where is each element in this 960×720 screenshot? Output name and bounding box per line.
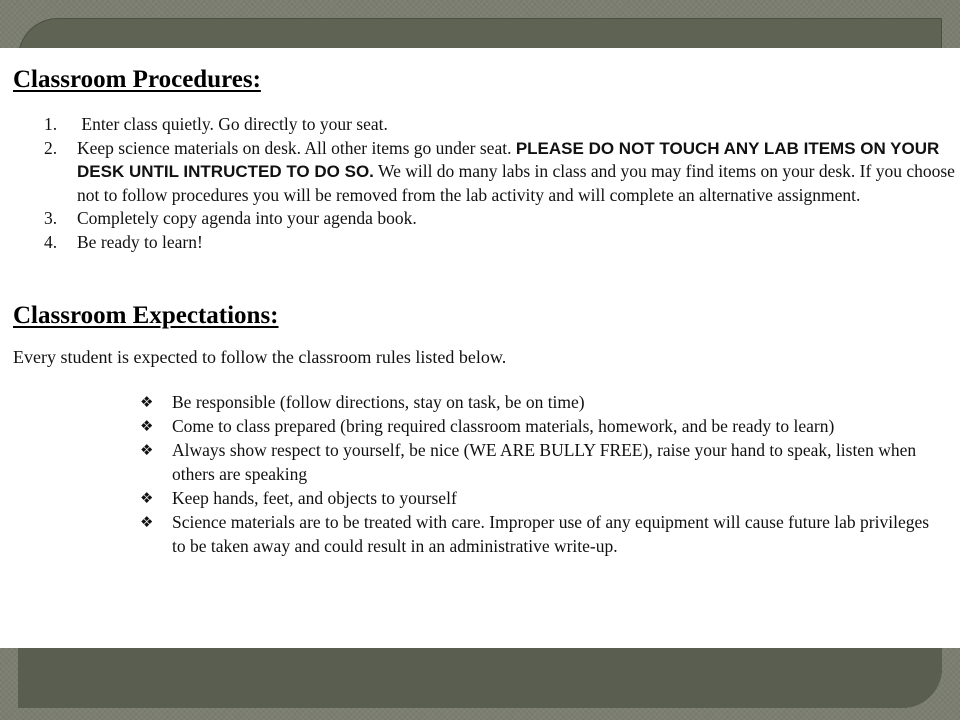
- diamond-bullet-icon: ❖: [140, 417, 154, 435]
- procedure-item: [44, 113, 956, 137]
- procedure-text: Be ready to learn!: [77, 231, 203, 252]
- diamond-bullet-icon: ❖: [140, 393, 154, 411]
- procedure-number: 3.: [44, 208, 58, 228]
- procedure-text-part: Keep science materials on desk. All other items go under seat.: [77, 137, 516, 158]
- rule-text: Science materials are to be treated with care. Improper use of any equipment will cause future lab privileges to be taken away and could result in an administrative write-up.: [172, 512, 930, 556]
- rule-item: [140, 510, 930, 558]
- procedure-item: [44, 231, 956, 255]
- procedures-list: [44, 113, 956, 254]
- rule-text: Come to class prepared (bring required classroom materials, homework, and be ready to learn): [172, 416, 835, 436]
- slide-frame-bottom: [18, 648, 942, 708]
- rule-item: [140, 414, 930, 438]
- diamond-bullet-icon: ❖: [140, 513, 154, 531]
- rule-text: Always show respect to yourself, be nice (WE ARE BULLY FREE), raise your hand to speak, listen when others are speaking: [172, 440, 917, 484]
- diamond-bullet-icon: ❖: [140, 441, 154, 459]
- rule-item: [140, 438, 930, 486]
- procedure-number: 4.: [44, 231, 58, 252]
- expectations-heading: Classroom Expectations:: [13, 302, 279, 329]
- document-sheet: [0, 48, 960, 648]
- rule-item: [140, 486, 930, 510]
- procedure-number: 1.: [44, 114, 58, 134]
- procedures-heading: Classroom Procedures:: [13, 66, 261, 93]
- procedure-text: [77, 137, 956, 208]
- procedure-item: [44, 137, 956, 208]
- rule-text: Be responsible (follow directions, stay on task, be on time): [172, 392, 585, 412]
- procedure-item: [44, 207, 956, 231]
- procedure-warning: PLEASE DO NOT TOUCH ANY LAB ITEMS ON YOUR DESK UNTIL INTRUCTED TO DO SO.: [77, 138, 940, 181]
- procedure-text: Enter class quietly. Go directly to your seat.: [77, 114, 388, 134]
- rule-item: [140, 390, 930, 414]
- procedure-text-part: We will do many labs in class and you may find items on your desk. If you choose not to follow procedures you will be removed from the lab activity and will complete an alternative assignment.: [77, 161, 955, 205]
- procedure-number: 2.: [44, 137, 58, 158]
- procedure-text: Completely copy agenda into your agenda book.: [77, 208, 417, 228]
- rules-list: [140, 390, 930, 558]
- expectations-intro: Every student is expected to follow the classroom rules listed below.: [13, 347, 507, 367]
- rule-text: Keep hands, feet, and objects to yourself: [172, 488, 457, 508]
- diamond-bullet-icon: ❖: [140, 489, 154, 507]
